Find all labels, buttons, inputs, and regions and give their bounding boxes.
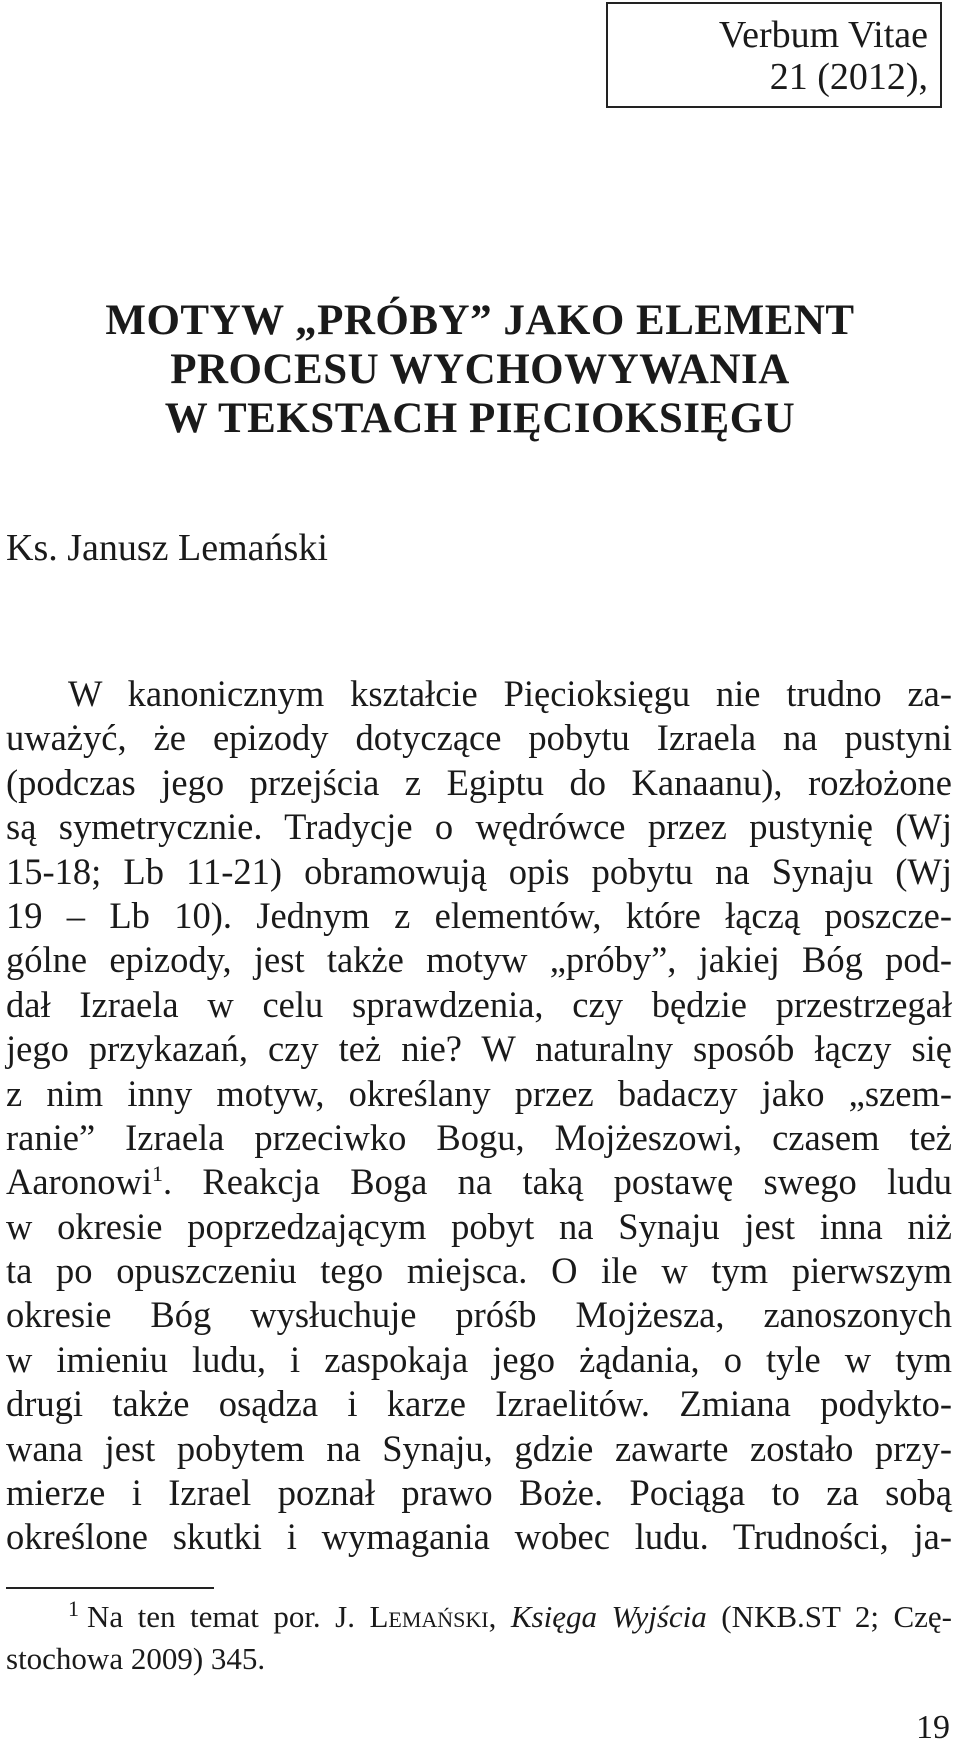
footnote-text-c: (NKB.ST 2; Czę-	[706, 1599, 952, 1634]
footnote	[6, 1596, 952, 1680]
body-line: drugi także osądza i karze Izraelitów. Zmiana podykto-	[6, 1383, 952, 1425]
footnote-book-title: Księga Wyjścia	[510, 1599, 707, 1634]
body-line: w okresie poprzedzającym pobyt na Synaju jest inna niż	[6, 1205, 952, 1247]
body-line: gólne epizody, jest także motyw „próby”, jakiej Bóg pod-	[6, 939, 952, 981]
body-line-start: Aaronowi	[6, 1161, 152, 1203]
body-line-with-footnote-ref	[6, 1160, 952, 1204]
body-line: okresie Bóg wysłuchuje próśb Mojżesza, zanoszonych	[6, 1294, 952, 1336]
body-line: 19 – Lb 10). Jednym z elementów, które łączą poszcze-	[6, 894, 952, 936]
body-line: określone skutki i wymagania wobec ludu. Trudności, ja-	[6, 1516, 952, 1558]
body-line: W kanonicznym kształcie Pięcioksięgu nie trudno za-	[68, 673, 952, 714]
article-title	[0, 296, 960, 443]
title-line-3: W TEKSTACH PIĘCIOKSIĘGU	[164, 395, 796, 442]
journal-name: Verbum Vitae	[718, 14, 928, 56]
article-author: Ks. Janusz Lemański	[6, 527, 328, 569]
body-line: wana jest pobytem na Synaju, gdzie zawarte zostało przy-	[6, 1427, 952, 1469]
title-line-2: PROCESU WYCHOWYWANIA	[170, 346, 790, 393]
footnote-number: 1	[68, 1595, 79, 1621]
body-line: w imieniu ludu, i zaspokaja jego żądania, o tyle w tym	[6, 1338, 952, 1380]
footnote-author: Lemański	[369, 1599, 489, 1634]
body-line: z nim inny motyw, określany przez badaczy jako „szem-	[6, 1072, 952, 1114]
footnote-line-2: stochowa 2009) 345.	[6, 1641, 266, 1676]
body-line: ta po opuszczeniu tego miejsca. O ile w tym pierwszym	[6, 1250, 952, 1292]
body-line-end: . Reakcja Boga na taką postawę swego ludu	[162, 1161, 952, 1203]
body-line: 15-18; Lb 11-21) obramowują opis pobytu na Synaju (Wj	[6, 850, 952, 892]
body-paragraph	[6, 672, 952, 1560]
body-line: ranie” Izraela przeciwko Bogu, Mojżeszowi, czasem też	[6, 1116, 952, 1158]
body-line: uważyć, że epizody dotyczące pobytu Izraela na pustyni	[6, 717, 952, 759]
title-line-1: MOTYW „PRÓBY” JAKO ELEMENT	[105, 297, 855, 344]
footnote-reference[interactable]: 1	[151, 1161, 163, 1187]
journal-reference-box	[606, 2, 942, 108]
footnote-text-b: ,	[488, 1599, 511, 1634]
page-number: 19	[916, 1709, 950, 1746]
body-line: dał Izraela w celu sprawdzenia, czy będzie przestrzegał	[6, 983, 952, 1025]
footnote-line-1	[6, 1596, 952, 1638]
body-line: jego przykazań, czy też nie? W naturalny sposób łączy się	[6, 1028, 952, 1070]
footnote-text-a: Na ten temat por. J.	[87, 1599, 370, 1634]
footnote-separator	[6, 1587, 214, 1589]
body-line: (podczas jego przejścia z Egiptu do Kanaanu), rozłożone	[6, 761, 952, 803]
body-line: mierze i Izrael poznał prawo Boże. Pociąga to za sobą	[6, 1472, 952, 1514]
body-line: są symetrycznie. Tradycje o wędrówce przez pustynię (Wj	[6, 806, 952, 848]
journal-volume: 21 (2012),	[769, 56, 928, 98]
